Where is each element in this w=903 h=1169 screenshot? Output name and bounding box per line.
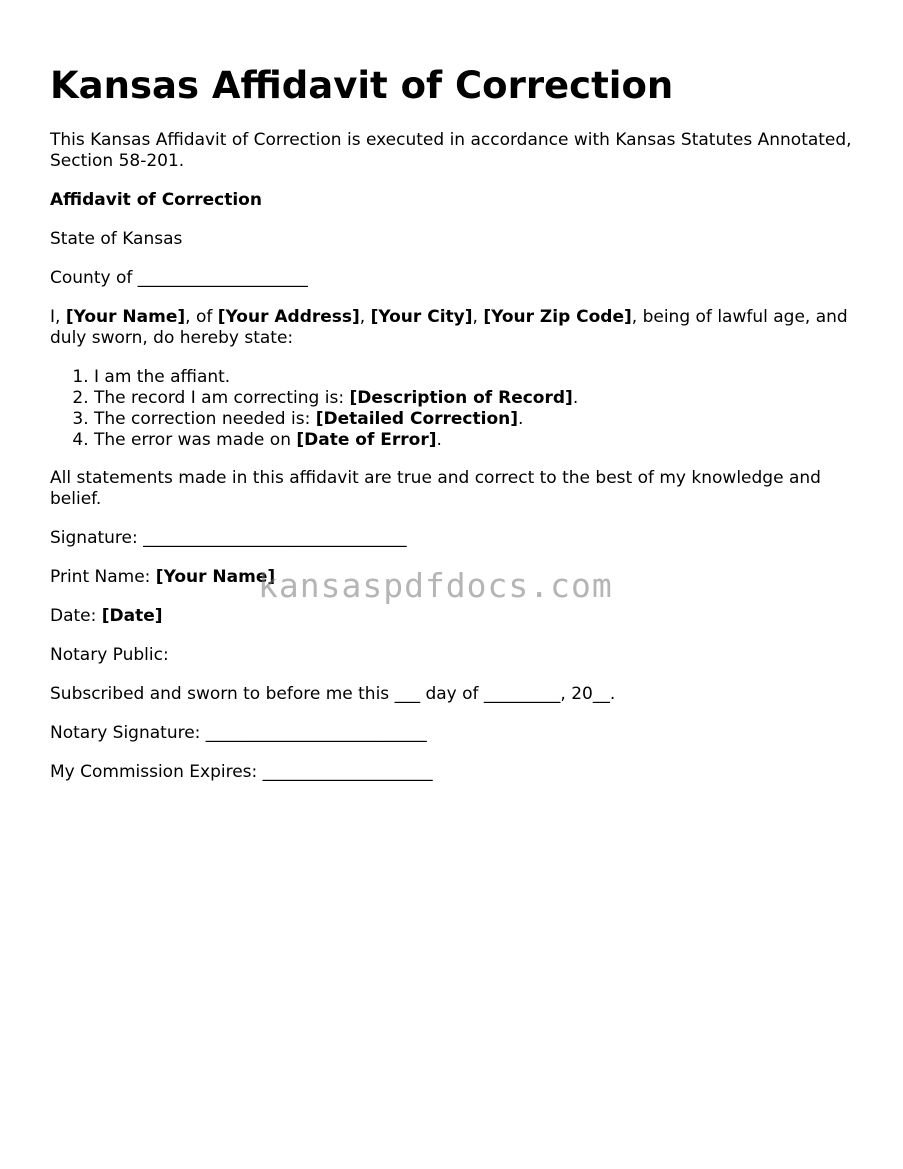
subscribed-line: Subscribed and sworn to before me this ___ day of _________, 20__. <box>50 684 616 704</box>
affiant-address-placeholder: [Your Address] <box>217 307 360 327</box>
affiant-zip-placeholder: [Your Zip Code] <box>483 307 632 327</box>
affiant-sep2: , <box>359 307 371 327</box>
notary-signature-line: Notary Signature: __________________________ <box>50 723 427 743</box>
list-item <box>94 388 860 409</box>
affiant-prefix: I, <box>50 307 66 327</box>
statement-end: . <box>518 409 524 429</box>
date-label: Date: <box>50 606 102 626</box>
state-line: State of Kansas <box>50 229 183 249</box>
signature-line: Signature: _______________________________ <box>50 528 407 548</box>
section-heading: Affidavit of Correction <box>50 190 262 210</box>
statement-end: . <box>436 430 442 450</box>
print-name-value: [Your Name] <box>155 567 276 587</box>
statement-placeholder: [Detailed Correction] <box>315 409 519 429</box>
statement-text: The correction needed is: <box>94 409 316 429</box>
statement-placeholder: [Description of Record] <box>349 388 573 408</box>
statements-list <box>50 367 860 451</box>
statement-end: . <box>572 388 579 408</box>
date-line <box>50 606 860 627</box>
notary-heading: Notary Public: <box>50 645 169 665</box>
statement-placeholder: [Date of Error] <box>296 430 437 450</box>
statement-text: I am the affiant. <box>94 367 231 387</box>
watermark: kansaspdfdocs.com <box>258 566 613 605</box>
statement-text: The record I am correcting is: <box>94 388 350 408</box>
county-line: County of ____________________ <box>50 268 308 288</box>
date-value: [Date] <box>101 606 163 626</box>
commission-line: My Commission Expires: ____________________ <box>50 762 433 782</box>
document-title: Kansas Affidavit of Correction <box>50 64 674 107</box>
statement-text: The error was made on <box>94 430 297 450</box>
affiant-statement <box>50 307 860 349</box>
list-item <box>94 367 860 388</box>
affiant-sep1: , of <box>185 307 218 327</box>
print-name-label: Print Name: <box>50 567 156 587</box>
list-item <box>94 430 860 451</box>
affiant-name-placeholder: [Your Name] <box>65 307 186 327</box>
affiant-suffix: , being of lawful age, and duly sworn, do hereby state: <box>50 307 848 348</box>
list-item <box>94 409 860 430</box>
intro-paragraph: This Kansas Affidavit of Correction is executed in accordance with Kansas Statutes Annotated, Section 58-201. <box>50 130 852 171</box>
affiant-city-placeholder: [Your City] <box>370 307 473 327</box>
affiant-sep3: , <box>472 307 484 327</box>
attestation-paragraph: All statements made in this affidavit are true and correct to the best of my knowledge and belief. <box>50 468 821 509</box>
